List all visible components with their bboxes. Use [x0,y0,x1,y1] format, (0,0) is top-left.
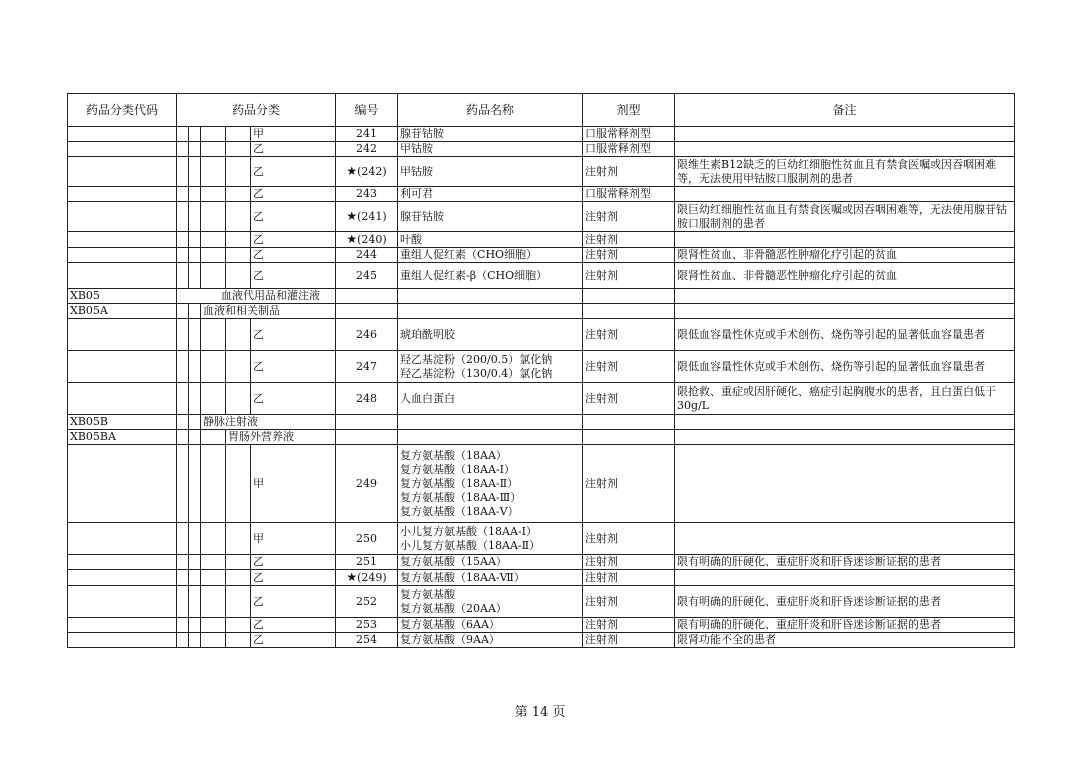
drug-name-cell: 小儿复方氨基酸（18AA-Ⅰ） 小儿复方氨基酸（18AA-Ⅱ） [398,523,583,555]
drug-name-cell: 甲钴胺 [398,157,583,187]
drug-name-cell: 复方氨基酸（6AA） [398,618,583,633]
drug-name-cell: 重组人促红素-β（CHO细胞） [398,263,583,289]
note-cell: 限有明确的肝硬化、重症肝炎和肝昏迷诊断证据的患者 [675,586,1015,618]
grade-cell: 甲 [251,523,336,555]
number-cell: 245 [336,263,398,289]
grade-cell: 乙 [251,555,336,570]
star-icon: ★ [346,232,358,246]
grade-cell: 乙 [251,263,336,289]
star-icon: ★ [346,570,358,584]
dosage-form-cell: 注射剂 [583,263,675,289]
category-label: 血液代用品和灌注液 [177,289,336,304]
drug-name-cell: 叶酸 [398,232,583,248]
dosage-form-cell: 注射剂 [583,232,675,248]
drug-name-cell: 羟乙基淀粉（200/0.5）氯化钠 羟乙基淀粉（130/0.4）氯化钠 [398,351,583,383]
category-code: XB05B [68,415,177,430]
grade-cell: 乙 [251,383,336,415]
number-cell: ★(240) [336,232,398,248]
category-code: XB05BA [68,430,177,445]
drug-name-cell: 利可君 [398,187,583,202]
grade-cell: 乙 [251,570,336,586]
number-cell: 243 [336,187,398,202]
star-icon: ★ [346,209,358,223]
note-cell: 限肾功能不全的患者 [675,633,1015,648]
drug-name-cell: 重组人促红素（CHO细胞） [398,248,583,263]
table-row [68,633,1015,648]
drug-name-cell: 人血白蛋白 [398,383,583,415]
page-number: 第 14 页 [514,705,566,720]
number-cell: 254 [336,633,398,648]
note-cell: 限有明确的肝硬化、重症肝炎和肝昏迷诊断证据的患者 [675,618,1015,633]
table-row [68,351,1015,383]
dosage-form-cell: 注射剂 [583,586,675,618]
header-note: 备注 [675,94,1015,127]
number-cell: 247 [336,351,398,383]
number-cell: 242 [336,142,398,157]
dosage-form-cell: 注射剂 [583,445,675,523]
note-cell [675,142,1015,157]
header-code: 药品分类代码 [68,94,177,127]
table-row [68,187,1015,202]
grade-cell: 乙 [251,187,336,202]
drug-name-cell: 复方氨基酸（9AA） [398,633,583,648]
category-row [68,304,1015,319]
table-row [68,445,1015,523]
dosage-form-cell: 口服常释剂型 [583,187,675,202]
drug-name-cell: 腺苷钴胺 [398,202,583,232]
grade-cell: 乙 [251,633,336,648]
drug-table [67,93,1015,648]
dosage-form-cell: 注射剂 [583,570,675,586]
drug-name-cell: 琥珀酰明胶 [398,319,583,351]
note-cell: 限抢救、重症或因肝硬化、癌症引起胸腹水的患者，且白蛋白低于30g/L [675,383,1015,415]
note-cell: 限巨幼红细胞性贫血且有禁食医嘱或因吞咽困难等，无法使用腺苷钴胺口服制剂的患者 [675,202,1015,232]
dosage-form-cell: 注射剂 [583,351,675,383]
table-row [68,586,1015,618]
category-row [68,430,1015,445]
header-row [68,94,1015,127]
dosage-form-cell: 注射剂 [583,383,675,415]
category-label: 静脉注射液 [201,415,336,430]
dosage-form-cell: 注射剂 [583,157,675,187]
grade-cell: 乙 [251,319,336,351]
drug-name-cell: 复方氨基酸（15AA） [398,555,583,570]
dosage-form-cell: 注射剂 [583,523,675,555]
dosage-form-cell: 注射剂 [583,319,675,351]
table-row [68,523,1015,555]
drug-name-cell: 复方氨基酸（18AA-Ⅶ） [398,570,583,586]
table-row [68,202,1015,232]
table-row [68,618,1015,633]
drug-name-cell: 腺苷钴胺 [398,127,583,142]
number-cell: 250 [336,523,398,555]
header-form: 剂型 [583,94,675,127]
number-cell: ★(249) [336,570,398,586]
grade-cell: 乙 [251,618,336,633]
number-cell: 252 [336,586,398,618]
category-code: XB05 [68,289,177,304]
dosage-form-cell: 注射剂 [583,633,675,648]
drug-name-cell: 甲钴胺 [398,142,583,157]
number-cell: 251 [336,555,398,570]
grade-cell: 乙 [251,157,336,187]
grade-cell: 乙 [251,142,336,157]
dosage-form-cell: 注射剂 [583,248,675,263]
drug-name-cell: 复方氨基酸 复方氨基酸（20AA） [398,586,583,618]
category-row [68,289,1015,304]
grade-cell: 甲 [251,127,336,142]
note-cell [675,232,1015,248]
grade-cell: 乙 [251,202,336,232]
number-cell: 248 [336,383,398,415]
table-row [68,127,1015,142]
category-label: 血液和相关制品 [201,304,336,319]
table-row [68,570,1015,586]
note-cell: 限肾性贫血、非骨髓恶性肿瘤化疗引起的贫血 [675,263,1015,289]
number-cell: ★(242) [336,157,398,187]
note-cell: 限维生素B12缺乏的巨幼红细胞性贫血且有禁食医嘱或因吞咽困难等，无法使用甲钴胺口服制剂的患者 [675,157,1015,187]
star-icon: ★ [346,164,358,178]
number-cell: 253 [336,618,398,633]
note-cell [675,187,1015,202]
grade-cell: 乙 [251,586,336,618]
table-row [68,383,1015,415]
number-cell: 241 [336,127,398,142]
dosage-form-cell: 口服常释剂型 [583,142,675,157]
grade-cell: 乙 [251,248,336,263]
grade-cell: 甲 [251,445,336,523]
number-cell: 244 [336,248,398,263]
table-row [68,142,1015,157]
note-cell [675,127,1015,142]
table-row [68,319,1015,351]
dosage-form-cell: 注射剂 [583,555,675,570]
dosage-form-cell: 注射剂 [583,202,675,232]
drug-name-cell: 复方氨基酸（18AA） 复方氨基酸（18AA-Ⅰ） 复方氨基酸（18AA-Ⅱ） 复方氨基酸（18AA-Ⅲ） 复方氨基酸（18AA-Ⅴ） [398,445,583,523]
dosage-form-cell: 注射剂 [583,618,675,633]
table-row [68,263,1015,289]
category-code: XB05A [68,304,177,319]
note-cell [675,523,1015,555]
header-number: 编号 [336,94,398,127]
table-row [68,248,1015,263]
table-row [68,555,1015,570]
grade-cell: 乙 [251,351,336,383]
note-cell: 限低血容量性休克或手术创伤、烧伤等引起的显著低血容量患者 [675,319,1015,351]
grade-cell: 乙 [251,232,336,248]
number-cell: 246 [336,319,398,351]
note-cell: 限有明确的肝硬化、重症肝炎和肝昏迷诊断证据的患者 [675,555,1015,570]
number-cell: ★(241) [336,202,398,232]
note-cell [675,445,1015,523]
category-label: 胃肠外营养液 [226,430,336,445]
number-cell: 249 [336,445,398,523]
category-row [68,415,1015,430]
table-row [68,157,1015,187]
header-name: 药品名称 [398,94,583,127]
note-cell: 限肾性贫血、非骨髓恶性肿瘤化疗引起的贫血 [675,248,1015,263]
note-cell [675,570,1015,586]
header-category: 药品分类 [177,94,336,127]
table-row [68,232,1015,248]
note-cell: 限低血容量性休克或手术创伤、烧伤等引起的显著低血容量患者 [675,351,1015,383]
dosage-form-cell: 口服常释剂型 [583,127,675,142]
